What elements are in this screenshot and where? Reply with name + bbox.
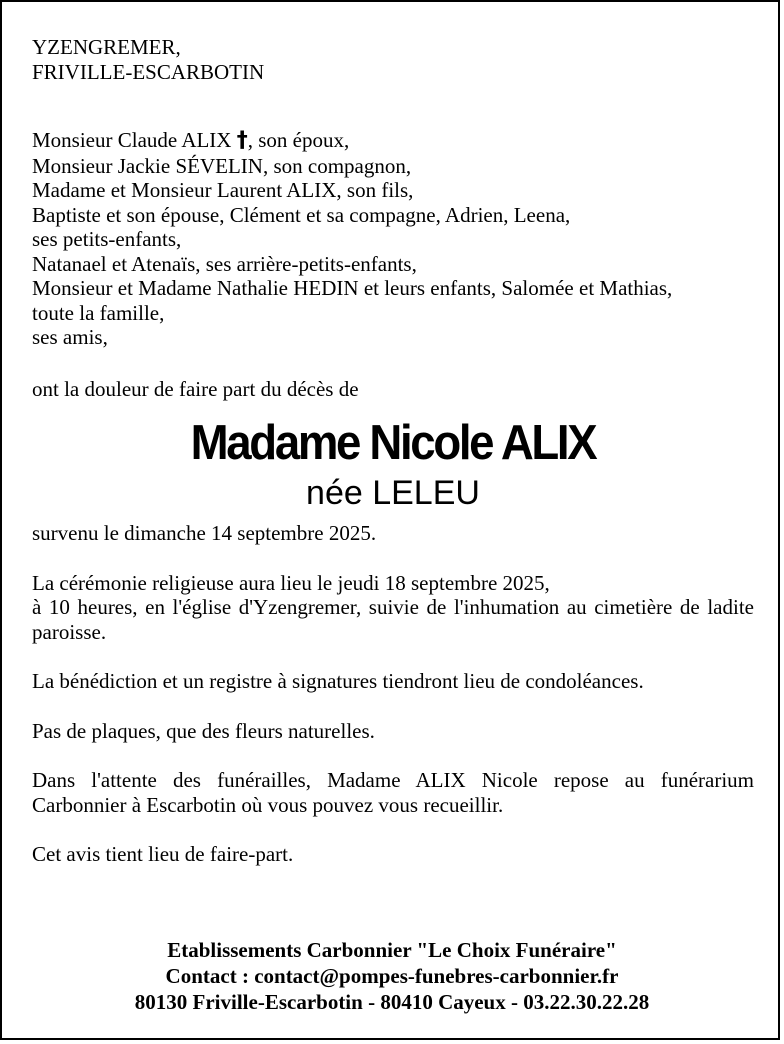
family-line-spouse: Monsieur Claude ALIX †, son époux, [32,128,350,153]
funeral-home-name: Etablissements Carbonnier "Le Choix Funéraire" [167,938,617,962]
family-line-friends: ses amis, [32,325,108,349]
funerarium-info: Dans l'attente des funérailles, Madame ALIX Nicole repose au funérarium Carbonnier à Escarbotin où vous pouvez vous recueillir. [32,768,754,817]
ceremony-info [32,571,754,645]
death-date: survenu le dimanche 14 septembre 2025. [32,521,377,545]
family-line-hedin: Monsieur et Madame Nathalie HEDIN et leurs enfants, Salomée et Mathias, [32,276,673,300]
funeral-home-footer [2,937,782,1015]
announcement-text: ont la douleur de faire part du décès de [32,376,359,401]
family-line-grandchildren-names: Baptiste et son épouse, Clément et sa compagne, Adrien, Leena, [32,202,571,227]
family-list [32,128,754,350]
location-line-1: YZENGREMER, [32,35,181,59]
location-line-2: FRIVILLE-ESCARBOTIN [32,59,265,84]
header-locations [32,35,754,84]
ceremony-line-1: La cérémonie religieuse aura lieu le jeudi 18 septembre 2025, [32,570,550,595]
notice-body [32,35,754,867]
family-line-son: Madame et Monsieur Laurent ALIX, son fils, [32,178,414,202]
family-line-family: toute la famille, [32,300,165,325]
flowers-info: Pas de plaques, que des fleurs naturelles. [32,718,375,743]
benediction-info: La bénédiction et un registre à signatures tiendront lieu de condoléances. [32,669,644,693]
cross-icon: † [236,128,248,153]
closing-text: Cet avis tient lieu de faire-part. [32,842,294,866]
family-line-companion: Monsieur Jackie SÉVELIN, son compagnon, [32,153,412,178]
family-line-great-grandchildren: Natanael et Atenaïs, ses arrière-petits-enfants, [32,251,417,276]
deceased-maiden-name: née LELEU [306,474,480,512]
ceremony-line-2: à 10 heures, en l'église d'Yzengremer, suivie de l'inhumation au cimetière de ladite paroisse. [32,595,754,644]
family-line-grandchildren: ses petits-enfants, [32,227,182,251]
deceased-name: Madame Nicole ALIX [190,416,596,470]
funeral-home-address: 80130 Friville-Escarbotin - 80410 Cayeux - 03.22.30.22.28 [134,990,650,1014]
funeral-home-contact: Contact : contact@pompes-funebres-carbonnier.fr [165,964,619,988]
